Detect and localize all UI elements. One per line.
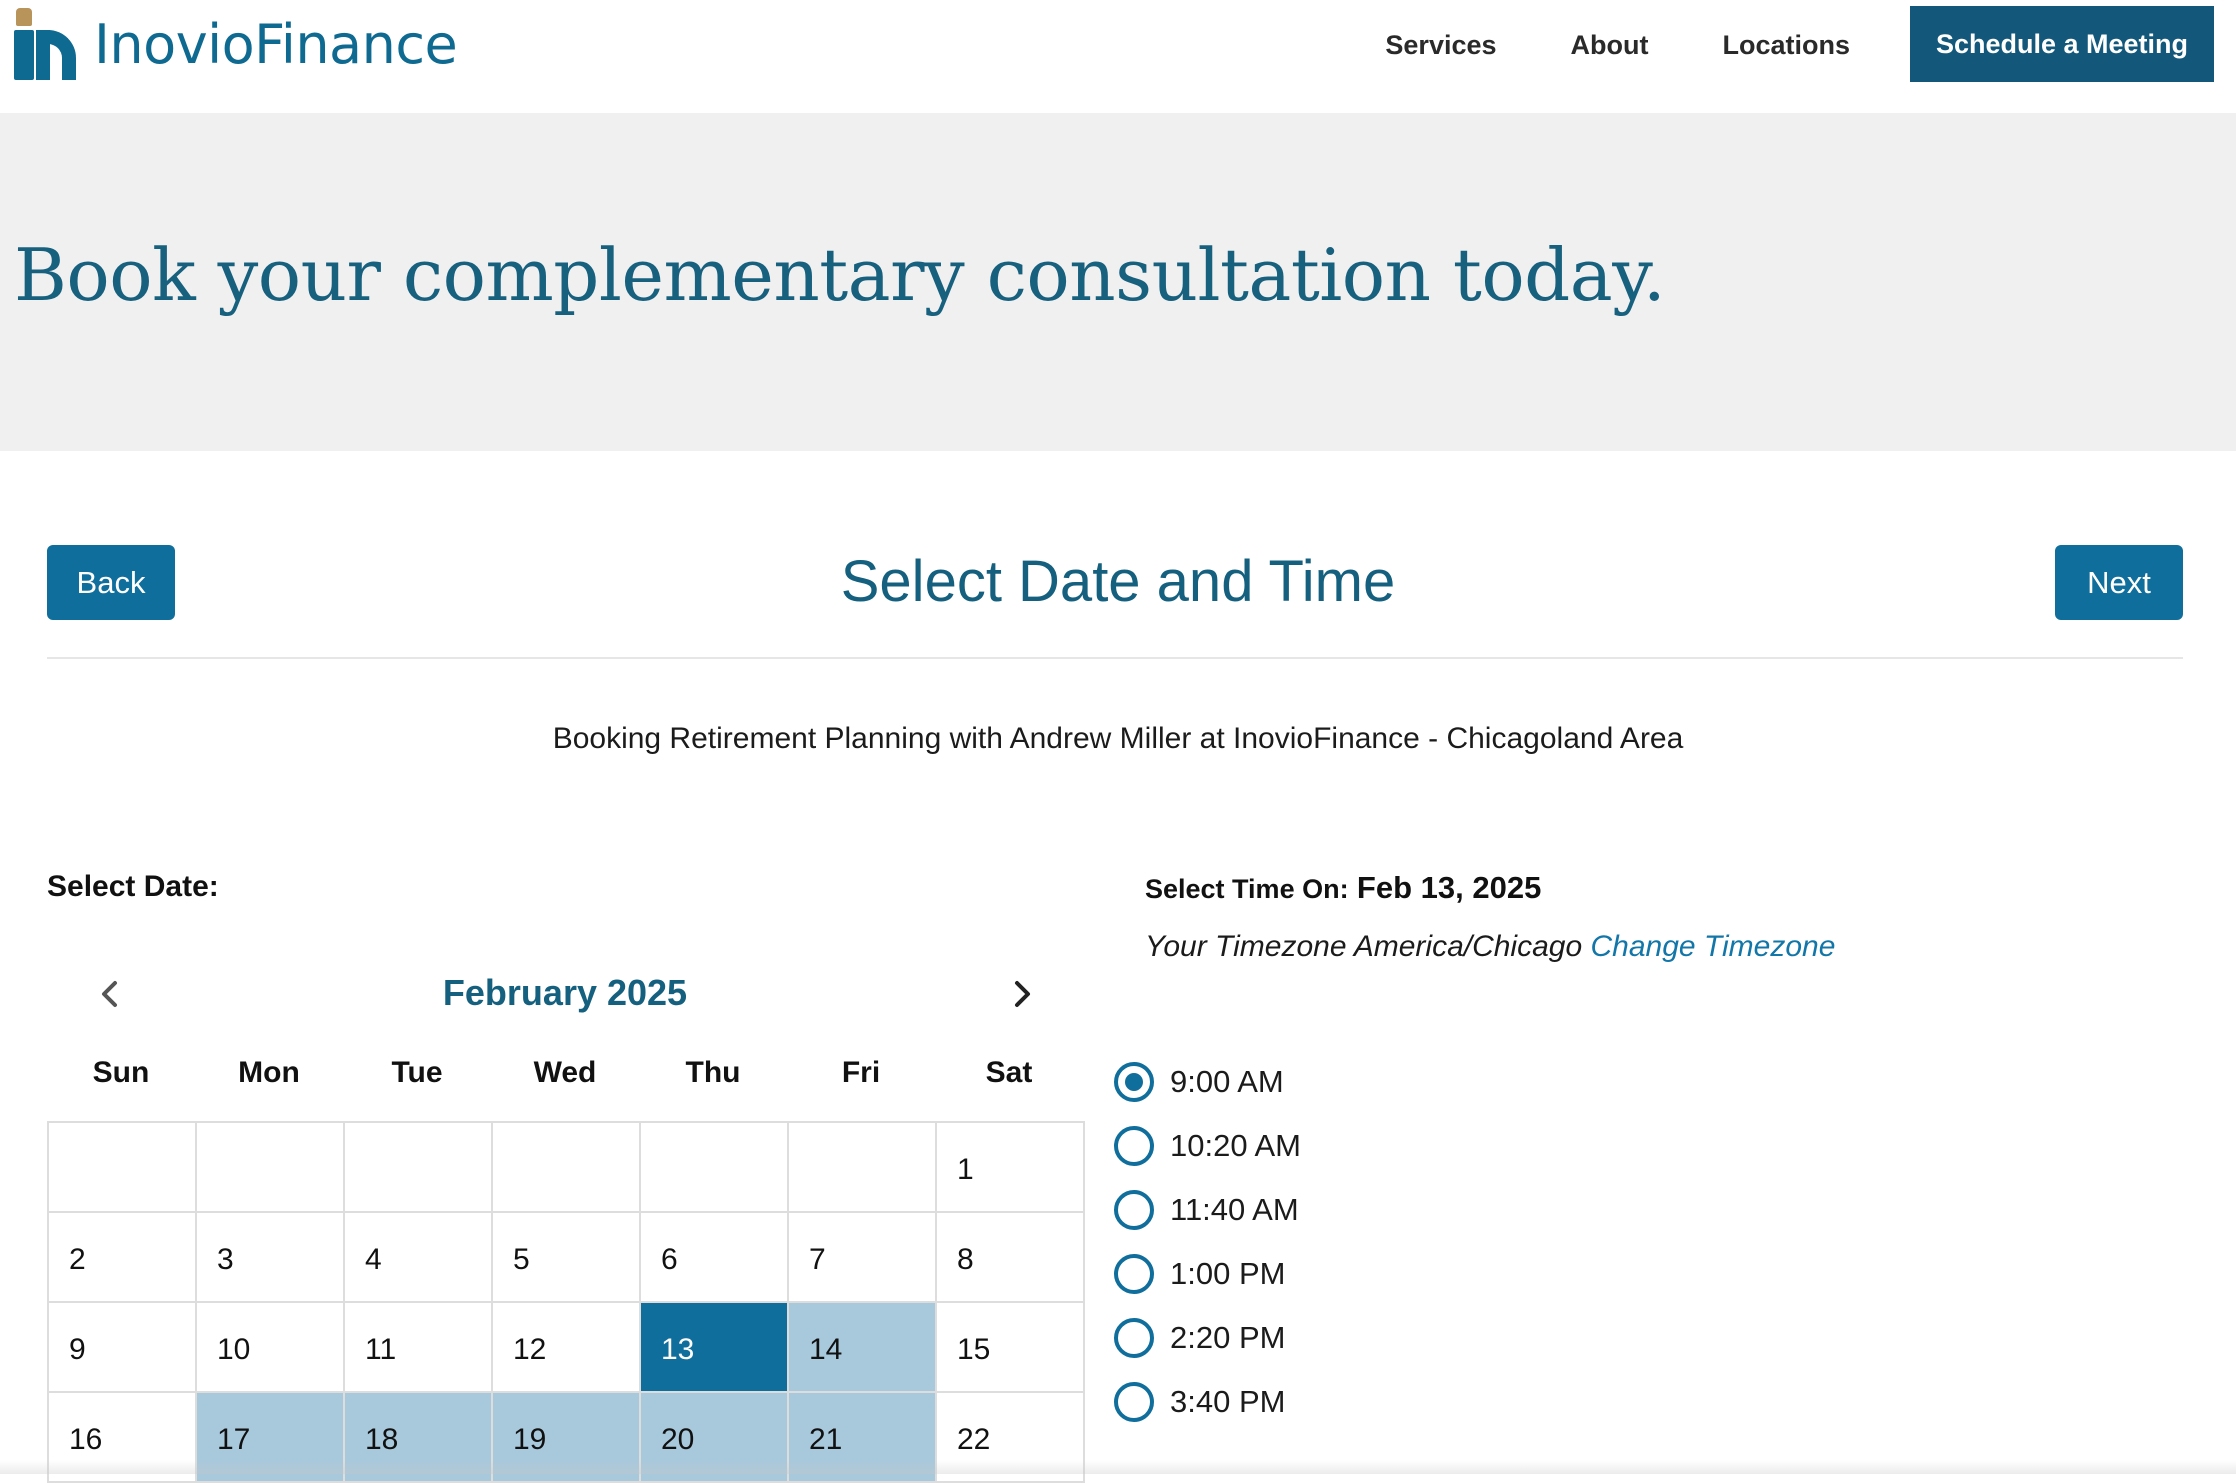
timezone-text: Your Timezone America/Chicago: [1145, 930, 1583, 963]
weekday-label: Mon: [238, 1056, 300, 1089]
calendar-day-5: 5: [493, 1213, 641, 1303]
weekday-label: Tue: [391, 1056, 443, 1089]
calendar-month: February 2025: [442, 972, 688, 1013]
booking-info: Booking Retirement Planning with Andrew Miller at InovioFinance - Chicagoland Area: [552, 722, 1684, 755]
calendar-day-20[interactable]: 20: [641, 1393, 789, 1483]
weekday-label: Wed: [533, 1056, 597, 1089]
divider: [47, 657, 2183, 659]
calendar-day-10: 10: [197, 1303, 345, 1393]
calendar-day-17[interactable]: 17: [197, 1393, 345, 1483]
time-slot-option[interactable]: [1114, 1178, 1301, 1242]
calendar-empty-cell: [49, 1123, 197, 1213]
hero-banner: [0, 113, 2236, 451]
select-time-label: Select Time On:: [1145, 874, 1349, 904]
calendar-empty-cell: [789, 1123, 937, 1213]
radio-button[interactable]: [1114, 1190, 1154, 1230]
calendar-day-3: 3: [197, 1213, 345, 1303]
hero-title: Book your complementary consultation today.: [14, 233, 1666, 317]
calendar-day-13[interactable]: 13: [641, 1303, 789, 1393]
time-slot-option[interactable]: [1114, 1242, 1301, 1306]
calendar-day-9: 9: [49, 1303, 197, 1393]
timezone-line: [1145, 930, 1835, 964]
radio-button[interactable]: [1114, 1126, 1154, 1166]
calendar-empty-cell: [493, 1123, 641, 1213]
calendar-day-18[interactable]: 18: [345, 1393, 493, 1483]
schedule-meeting-button[interactable]: Schedule a Meeting: [1910, 6, 2214, 82]
radio-button[interactable]: [1114, 1318, 1154, 1358]
time-slot-list: [1114, 1050, 1301, 1434]
time-slot-label: 1:00 PM: [1170, 1256, 1286, 1291]
calendar-grid: [47, 1121, 1085, 1483]
calendar-day-19[interactable]: 19: [493, 1393, 641, 1483]
site-header: [0, 0, 2236, 113]
brand-name: InovioFinance: [94, 12, 458, 76]
select-date-label: Select Date:: [47, 870, 219, 903]
selected-date: Feb 13, 2025: [1356, 870, 1542, 905]
calendar-day-4: 4: [345, 1213, 493, 1303]
time-slot-option[interactable]: [1114, 1306, 1301, 1370]
nav-link-about[interactable]: About: [1570, 29, 1649, 60]
radio-button[interactable]: [1114, 1062, 1154, 1102]
weekday-label: Sat: [985, 1056, 1033, 1089]
calendar-day-21[interactable]: 21: [789, 1393, 937, 1483]
time-slot-label: 2:20 PM: [1170, 1320, 1286, 1355]
calendar-day-6: 6: [641, 1213, 789, 1303]
calendar-empty-cell: [197, 1123, 345, 1213]
time-slot-option[interactable]: [1114, 1114, 1301, 1178]
time-slot-option[interactable]: [1114, 1370, 1301, 1434]
nav-link-services[interactable]: Services: [1385, 29, 1497, 60]
calendar-day-22: 22: [937, 1393, 1085, 1483]
nav-link-locations[interactable]: Locations: [1722, 29, 1850, 60]
weekday-label: Fri: [841, 1056, 881, 1089]
next-button[interactable]: Next: [2055, 545, 2183, 620]
calendar-day-15: 15: [937, 1303, 1085, 1393]
weekday-label: Sun: [92, 1056, 150, 1089]
radio-button[interactable]: [1114, 1254, 1154, 1294]
time-slot-option[interactable]: [1114, 1050, 1301, 1114]
calendar-day-2: 2: [49, 1213, 197, 1303]
select-time-heading: [1145, 870, 1541, 906]
weekday-header: [47, 1056, 1083, 1090]
change-timezone-link[interactable]: Change Timezone: [1590, 930, 1836, 963]
time-slot-label: 11:40 AM: [1170, 1192, 1299, 1227]
scroll-fade: [0, 1460, 2236, 1474]
time-slot-label: 9:00 AM: [1170, 1064, 1284, 1099]
calendar-day-1: 1: [937, 1123, 1085, 1213]
brand-logo[interactable]: [14, 8, 457, 80]
calendar-empty-cell: [345, 1123, 493, 1213]
calendar-day-11: 11: [345, 1303, 493, 1393]
back-button[interactable]: Back: [47, 545, 175, 620]
chevron-right-icon[interactable]: [1004, 976, 1040, 1012]
main-nav: [1385, 0, 1850, 90]
calendar-day-14[interactable]: 14: [789, 1303, 937, 1393]
logo-mark-icon: [14, 8, 76, 80]
time-slot-label: 10:20 AM: [1170, 1128, 1301, 1163]
calendar-day-7: 7: [789, 1213, 937, 1303]
calendar-day-8: 8: [937, 1213, 1085, 1303]
section-title: Select Date and Time: [840, 549, 1396, 614]
calendar-day-12: 12: [493, 1303, 641, 1393]
calendar-empty-cell: [641, 1123, 789, 1213]
calendar-day-16: 16: [49, 1393, 197, 1483]
weekday-label: Thu: [685, 1056, 741, 1089]
radio-button[interactable]: [1114, 1382, 1154, 1422]
time-slot-label: 3:40 PM: [1170, 1384, 1286, 1419]
